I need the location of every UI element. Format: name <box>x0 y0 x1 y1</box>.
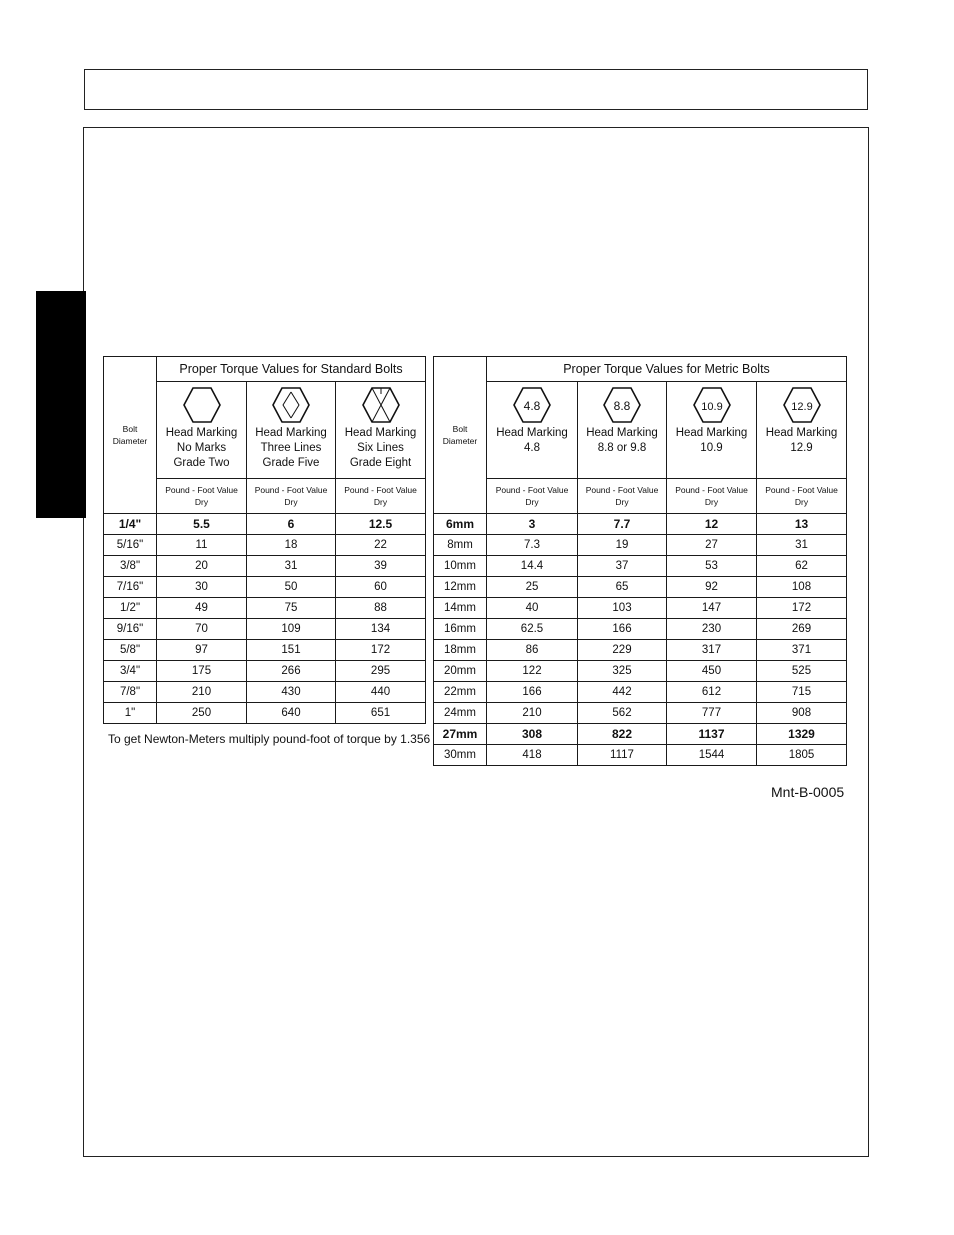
standard-torque-table <box>103 356 426 724</box>
table-row: 3/4" 175 266 295 <box>104 661 426 682</box>
newton-meter-footnote: To get Newton-Meters multiply pound-foot of torque by 1.356 <box>108 732 431 746</box>
grade-five-marking: Head Marking Three Lines Grade Five <box>247 382 336 479</box>
table-row: 30mm 418 1117 1544 1805 <box>434 745 847 766</box>
table-row: 27mm 308 822 1137 1329 <box>434 724 847 745</box>
table-row: 1/4" 5.5 6 12.5 <box>104 514 426 535</box>
hex-head-plain-icon <box>182 386 222 424</box>
bolt-diameter-header: Bolt Diameter <box>104 357 157 514</box>
table-row: 5/16" 11 18 22 <box>104 535 426 556</box>
unit-header: Pound - Foot Value Dry <box>247 479 336 514</box>
table-row: 7/8" 210 430 440 <box>104 682 426 703</box>
table-row: 6mm 3 7.7 12 13 <box>434 514 847 535</box>
table-row: 9/16" 70 109 134 <box>104 619 426 640</box>
table-row: 12mm 25 65 92 108 <box>434 577 847 598</box>
table-title: Proper Torque Values for Metric Bolts <box>487 357 847 382</box>
page-header-box <box>84 69 868 110</box>
table-row: 10mm 14.4 37 53 62 <box>434 556 847 577</box>
class-4-8-marking: 4.8 Head Marking 4.8 <box>487 382 578 479</box>
svg-text:8.8: 8.8 <box>613 399 631 413</box>
unit-header: Pound - Foot Value Dry <box>336 479 426 514</box>
section-tab <box>36 291 86 518</box>
grade-eight-marking: Head Marking Six Lines Grade Eight <box>336 382 426 479</box>
class-10-9-marking: 10.9 Head Marking 10.9 <box>667 382 757 479</box>
table-row: 8mm 7.3 19 27 31 <box>434 535 847 556</box>
hex-head-8-8-icon <box>602 386 642 424</box>
unit-header: Pound - Foot Value Dry <box>487 479 578 514</box>
table-row: 1" 250 640 651 <box>104 703 426 724</box>
table-row: 22mm 166 442 612 715 <box>434 682 847 703</box>
hex-head-three-lines-icon <box>271 386 311 424</box>
hex-head-4-8-icon <box>512 386 552 424</box>
table-row: 14mm 40 103 147 172 <box>434 598 847 619</box>
hex-head-10-9-icon <box>692 386 732 424</box>
table-title: Proper Torque Values for Standard Bolts <box>157 357 426 382</box>
unit-header: Pound - Foot Value Dry <box>578 479 667 514</box>
metric-torque-table <box>433 356 847 766</box>
unit-header: Pound - Foot Value Dry <box>757 479 847 514</box>
svg-text:10.9: 10.9 <box>700 401 723 413</box>
grade-two-marking: Head Marking No Marks Grade Two <box>157 382 247 479</box>
hex-head-six-lines-icon <box>361 386 401 424</box>
svg-text:12.9: 12.9 <box>790 401 813 413</box>
unit-header: Pound - Foot Value Dry <box>157 479 247 514</box>
hex-head-12-9-icon <box>782 386 822 424</box>
class-12-9-marking: 12.9 Head Marking 12.9 <box>757 382 847 479</box>
class-8-8-marking: 8.8 Head Marking 8.8 or 9.8 <box>578 382 667 479</box>
table-row: 16mm 62.5 166 230 269 <box>434 619 847 640</box>
table-row: 18mm 86 229 317 371 <box>434 640 847 661</box>
table-row: 7/16" 30 50 60 <box>104 577 426 598</box>
unit-header: Pound - Foot Value Dry <box>667 479 757 514</box>
table-row: 1/2" 49 75 88 <box>104 598 426 619</box>
table-row: 3/8" 20 31 39 <box>104 556 426 577</box>
figure-id: Mnt-B-0005 <box>771 784 845 800</box>
table-row: 24mm 210 562 777 908 <box>434 703 847 724</box>
table-row: 20mm 122 325 450 525 <box>434 661 847 682</box>
bolt-diameter-header: Bolt Diameter <box>434 357 487 514</box>
svg-text:4.8: 4.8 <box>523 399 541 413</box>
table-row: 5/8" 97 151 172 <box>104 640 426 661</box>
